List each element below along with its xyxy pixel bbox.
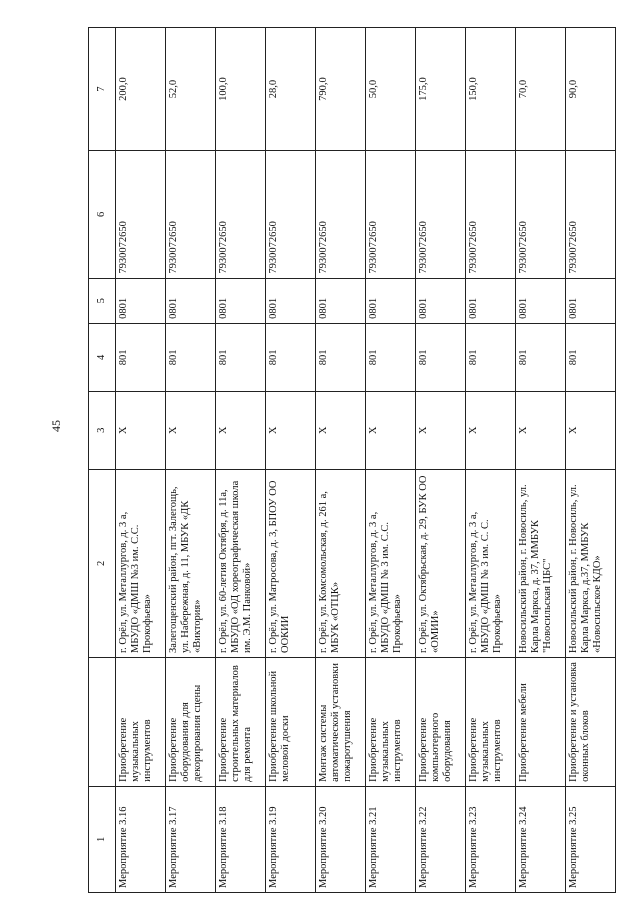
column-3-value: X: [516, 391, 566, 469]
column-6-value: 7930072650: [316, 151, 366, 278]
rotated-table-container: [88, 27, 615, 893]
column-4-value: 801: [566, 323, 616, 391]
activity-location: г. Орёл, ул. Матросова, д. 3, БПОУ ОО ООКИИ: [266, 469, 316, 657]
column-6-value: 7930072650: [116, 151, 166, 278]
amount-value: 175,0: [416, 28, 466, 151]
table-row: [116, 28, 166, 893]
activity-description: Приобретение мебели: [516, 658, 566, 787]
column-6-value: 7930072650: [466, 151, 516, 278]
column-5-value: 0801: [216, 278, 266, 323]
amount-value: 100,0: [216, 28, 266, 151]
table-row: [366, 28, 416, 893]
activity-number: Мероприятие 3.17: [166, 786, 216, 892]
activity-location: г. Орёл, ул. Металлургов, д. 3 а, МБУДО «ДМШ № 3 им. С. С. Прокофьева»: [466, 469, 516, 657]
column-6-value: 7930072650: [516, 151, 566, 278]
amount-value: 790,0: [316, 28, 366, 151]
activity-number: Мероприятие 3.19: [266, 786, 316, 892]
amount-value: 150,0: [466, 28, 516, 151]
column-6-value: 7930072650: [216, 151, 266, 278]
column-3-value: X: [116, 391, 166, 469]
table-row: [316, 28, 366, 893]
column-4-value: 801: [316, 323, 366, 391]
column-6-value: 7930072650: [366, 151, 416, 278]
activity-number: Мероприятие 3.24: [516, 786, 566, 892]
activity-number: Мероприятие 3.21: [366, 786, 416, 892]
column-5-value: 0801: [116, 278, 166, 323]
column-5-value: 0801: [316, 278, 366, 323]
activity-number: Мероприятие 3.18: [216, 786, 266, 892]
column-5-value: 0801: [516, 278, 566, 323]
activity-description: Приобретение школьной меловой доски: [266, 658, 316, 787]
table-row: [266, 28, 316, 893]
activity-description: Приобретение оборудования для декорирования сцены: [166, 658, 216, 787]
column-3-value: X: [216, 391, 266, 469]
activity-location: Новосильский район, г. Новосиль, ул. Карла Маркса, д. 37, ММБУК "Новосильская ЦБС": [516, 469, 566, 657]
column-3-value: X: [416, 391, 466, 469]
activities-table: [88, 27, 616, 893]
column-4-value: 801: [466, 323, 516, 391]
activity-description: Приобретение и установка оконных блоков: [566, 658, 616, 787]
column-6-value: 7930072650: [266, 151, 316, 278]
activity-number: Мероприятие 3.23: [466, 786, 516, 892]
activity-description: Приобретение музыкальных инструментов: [116, 658, 166, 787]
amount-value: 50,0: [366, 28, 416, 151]
column-6-value: 7930072650: [566, 151, 616, 278]
column-3-value: X: [316, 391, 366, 469]
table-row: [516, 28, 566, 893]
activity-number: Мероприятие 3.16: [116, 786, 166, 892]
activity-location: г. Орёл, ул. Металлургов, д. 3 а, МБУДО «ДМШ №3 им. С.С. Прокофьева»: [116, 469, 166, 657]
column-header: 2: [89, 469, 116, 657]
column-header: 5: [89, 278, 116, 323]
column-3-value: X: [566, 391, 616, 469]
activity-location: Новосильский район, г. Новосиль, ул. Карла Маркса, д.37, ММБУК «Новосильское КДО»: [566, 469, 616, 657]
column-3-value: X: [266, 391, 316, 469]
column-header: 6: [89, 151, 116, 278]
column-5-value: 0801: [466, 278, 516, 323]
activity-location: г. Орёл, ул. Октябрьская, д. 29, БУК ОО «ОМИИ»: [416, 469, 466, 657]
column-4-value: 801: [266, 323, 316, 391]
column-4-value: 801: [116, 323, 166, 391]
column-3-value: X: [466, 391, 516, 469]
amount-value: 52,0: [166, 28, 216, 151]
column-5-value: 0801: [566, 278, 616, 323]
activity-description: Приобретение строительных материалов для ремонта: [216, 658, 266, 787]
table-header-row: [89, 28, 116, 893]
column-header: 4: [89, 323, 116, 391]
amount-value: 70,0: [516, 28, 566, 151]
column-4-value: 801: [216, 323, 266, 391]
table-row: [566, 28, 616, 893]
amount-value: 90,0: [566, 28, 616, 151]
column-4-value: 801: [166, 323, 216, 391]
activity-number: Мероприятие 3.20: [316, 786, 366, 892]
activity-location: г. Орёл, ул. 60-летия Октября, д. 11а, МБУДО «ОД хореографическая школа им. Э.М. Панковой»: [216, 469, 266, 657]
activity-description: Монтаж системы автоматической установки пожаротушения: [316, 658, 366, 787]
column-4-value: 801: [416, 323, 466, 391]
column-5-value: 0801: [416, 278, 466, 323]
table-row: [216, 28, 266, 893]
column-4-value: 801: [516, 323, 566, 391]
column-4-value: 801: [366, 323, 416, 391]
activity-location: Залегощенский район, пгт. Залегощь, ул. Набережная, д. 11, МБУК «ДК «Виктория»: [166, 469, 216, 657]
column-header: 1: [89, 786, 116, 892]
activity-description: Приобретение музыкальных инструментов: [366, 658, 416, 787]
table-row: [466, 28, 516, 893]
activity-number: Мероприятие 3.25: [566, 786, 616, 892]
table-row: [416, 28, 466, 893]
amount-value: 28,0: [266, 28, 316, 151]
amount-value: 200,0: [116, 28, 166, 151]
column-5-value: 0801: [166, 278, 216, 323]
table-row: [166, 28, 216, 893]
column-5-value: 0801: [266, 278, 316, 323]
page-number: 45: [49, 420, 63, 432]
activity-location: г. Орёл, ул. Комсомольская, д. 261 а, МБУК «ОТЦК»: [316, 469, 366, 657]
column-6-value: 7930072650: [166, 151, 216, 278]
column-6-value: 7930072650: [416, 151, 466, 278]
column-3-value: X: [166, 391, 216, 469]
activity-description: Приобретение музыкальных инструментов: [466, 658, 516, 787]
activity-number: Мероприятие 3.22: [416, 786, 466, 892]
activity-location: г. Орёл, ул. Металлургов, д. 3 а, МБУДО «ДМШ № 3 им. С.С. Прокофьева»: [366, 469, 416, 657]
column-header: [89, 658, 116, 787]
column-header: 7: [89, 28, 116, 151]
column-5-value: 0801: [366, 278, 416, 323]
activity-description: Приобретение компьютерного оборудования: [416, 658, 466, 787]
column-header: 3: [89, 391, 116, 469]
column-3-value: X: [366, 391, 416, 469]
